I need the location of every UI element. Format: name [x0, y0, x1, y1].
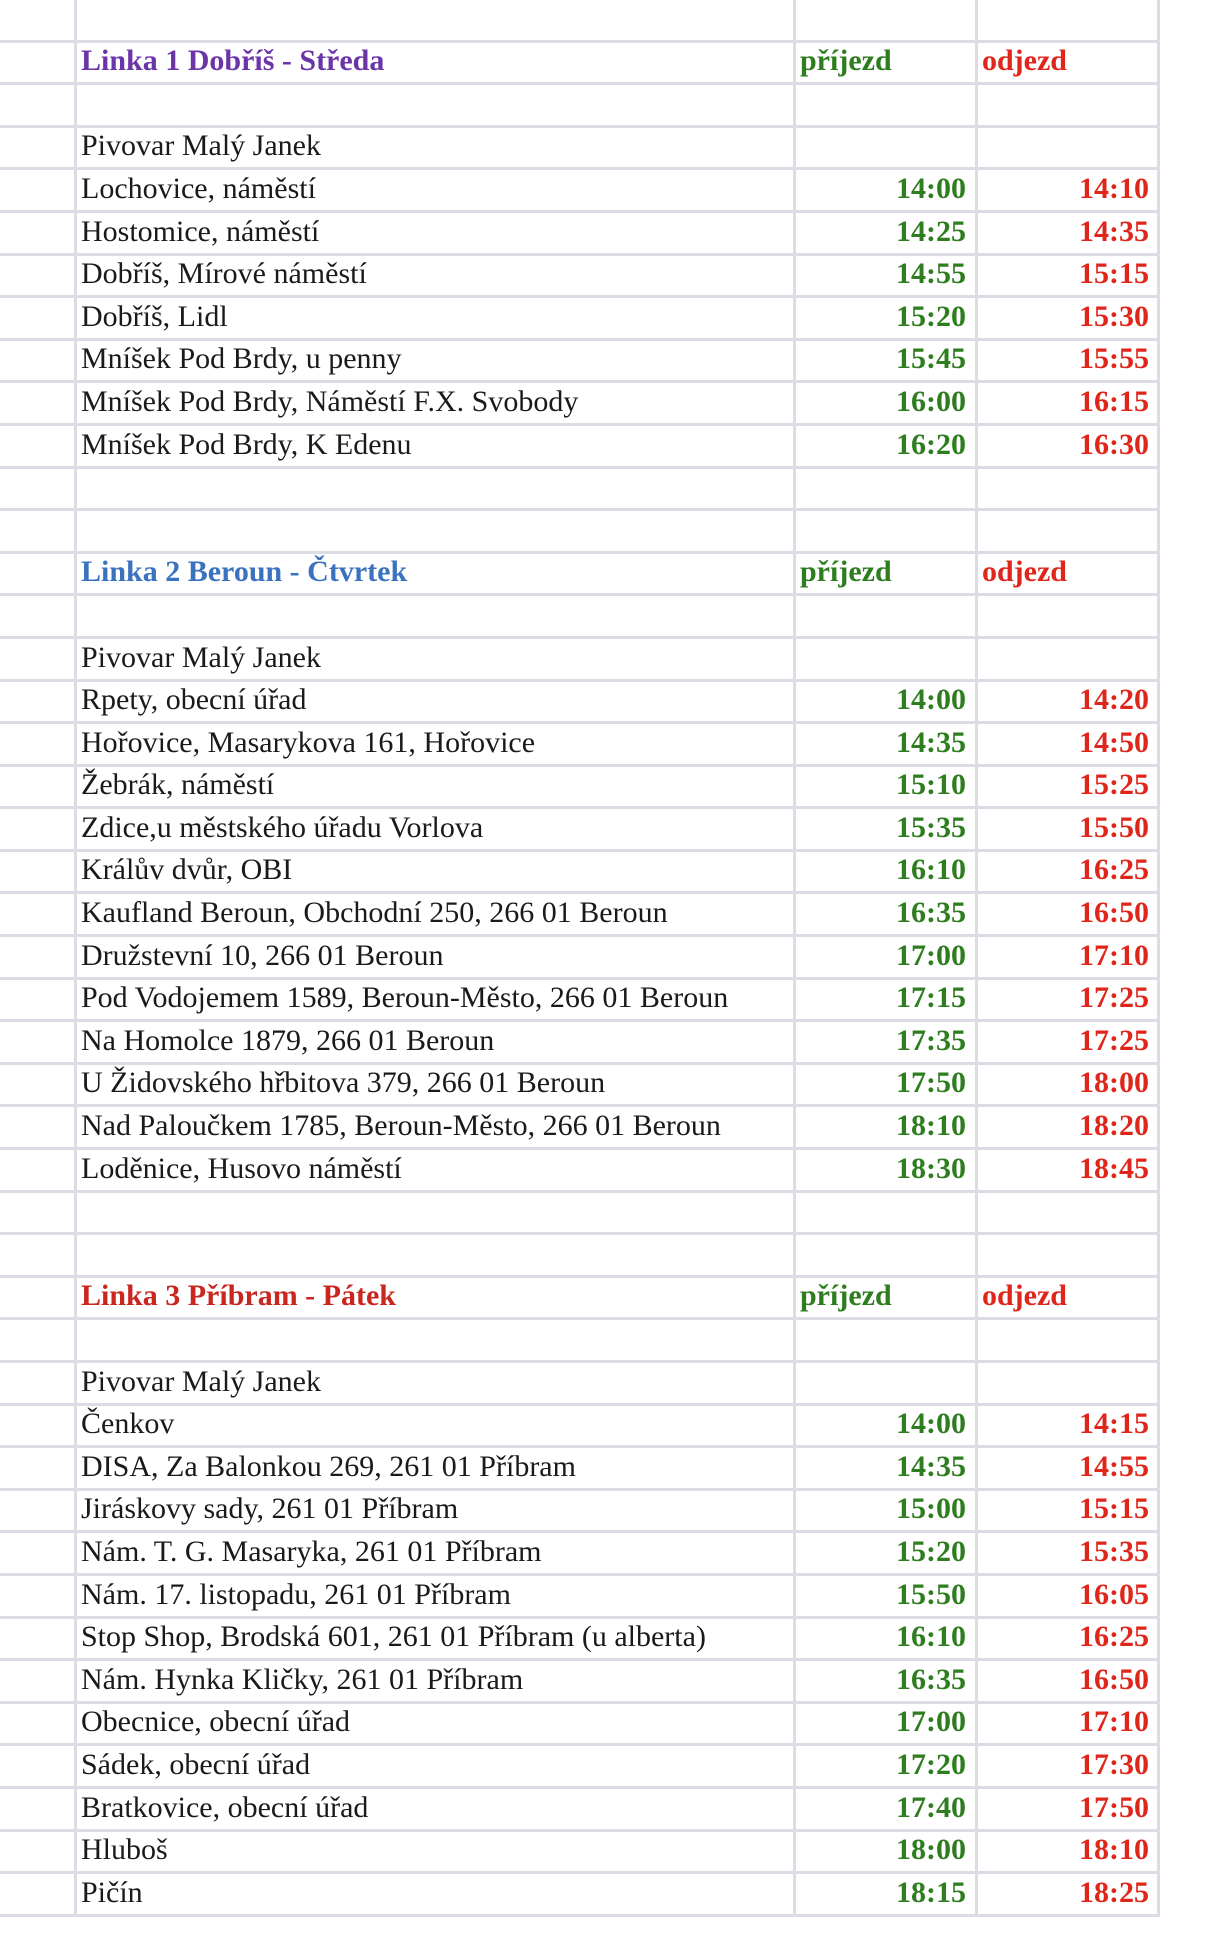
- stop-row: [0, 937, 1230, 980]
- arrival-time: 17:50: [896, 1066, 966, 1100]
- departure-column-header: odjezd: [982, 1279, 1067, 1313]
- arrival-time: 16:10: [896, 853, 966, 887]
- stop-name: Dobříš, Mírové náměstí: [81, 257, 367, 291]
- departure-time: 14:20: [1079, 683, 1149, 717]
- stop-row: [0, 1107, 1230, 1150]
- departure-time: 15:55: [1079, 342, 1149, 376]
- stop-name: Stop Shop, Brodská 601, 261 01 Příbram (u alberta): [81, 1620, 706, 1654]
- arrival-time: 15:00: [896, 1492, 966, 1526]
- stop-name: Nám. Hynka Kličky, 261 01 Příbram: [81, 1662, 524, 1696]
- arrival-time: 17:00: [896, 1705, 966, 1739]
- stop-name: Zdice,u městského úřadu Vorlova: [81, 810, 484, 844]
- arrival-time: 17:35: [896, 1023, 966, 1057]
- stop-name: Loděnice, Husovo náměstí: [81, 1151, 402, 1185]
- departure-time: 15:30: [1079, 299, 1149, 333]
- departure-time: 14:55: [1079, 1449, 1149, 1483]
- arrival-time: 14:00: [896, 171, 966, 205]
- departure-time: [978, 128, 1152, 168]
- stop-row: [0, 256, 1230, 299]
- arrival-time: 17:00: [896, 938, 966, 972]
- stop-row: [0, 298, 1230, 341]
- arrival-time: 15:35: [896, 810, 966, 844]
- departure-time: 16:25: [1079, 1620, 1149, 1654]
- stop-row: [0, 1448, 1230, 1491]
- stop-name: Sádek, obecní úřad: [81, 1747, 311, 1781]
- stop-name: Dobříš, Lidl: [81, 299, 228, 333]
- stop-row: [0, 213, 1230, 256]
- stop-name: U Židovského hřbitova 379, 266 01 Beroun: [81, 1066, 606, 1100]
- spacer-row: [0, 1235, 1230, 1278]
- stop-row: [0, 767, 1230, 810]
- stop-name: Mníšek Pod Brdy, Náměstí F.X. Svobody: [81, 384, 579, 418]
- arrival-time: [796, 639, 969, 679]
- departure-time: 14:10: [1079, 171, 1149, 205]
- stop-name: Pivovar Malý Janek: [81, 1364, 321, 1398]
- departure-time: 16:30: [1079, 427, 1149, 461]
- departure-time: 17:10: [1079, 1705, 1149, 1739]
- arrival-time: 18:30: [896, 1151, 966, 1185]
- stop-row: [0, 1150, 1230, 1193]
- stop-row: [0, 1533, 1230, 1576]
- arrival-time: 17:40: [896, 1790, 966, 1824]
- arrival-time: 15:10: [896, 768, 966, 802]
- line-title: Linka 2 Beroun - Čtvrtek: [81, 555, 408, 589]
- spacer-row: [0, 1193, 1230, 1236]
- arrival-time: 15:45: [896, 342, 966, 376]
- arrival-time: 16:35: [896, 896, 966, 930]
- stop-name: Družstevní 10, 266 01 Beroun: [81, 938, 444, 972]
- spacer-row: [0, 469, 1230, 512]
- stop-name: Čenkov: [81, 1407, 175, 1441]
- arrival-time: 18:10: [896, 1109, 966, 1143]
- departure-column-header: odjezd: [982, 44, 1067, 78]
- departure-time: 16:50: [1079, 1662, 1149, 1696]
- stop-row: [0, 724, 1230, 767]
- stop-name: Hluboš: [81, 1833, 168, 1867]
- arrival-time: 14:35: [896, 725, 966, 759]
- departure-time: [978, 1363, 1152, 1403]
- departure-time: 18:00: [1079, 1066, 1149, 1100]
- stop-row: [0, 1874, 1230, 1917]
- spacer-row: [0, 1320, 1230, 1363]
- stop-row: [0, 1491, 1230, 1534]
- arrival-column-header: příjezd: [800, 1279, 892, 1313]
- line-title: Linka 1 Dobříš - Středa: [81, 44, 385, 78]
- departure-time: 16:05: [1079, 1577, 1149, 1611]
- stop-name: Na Homolce 1879, 266 01 Beroun: [81, 1023, 495, 1057]
- stop-row: [0, 128, 1230, 171]
- stop-row: [0, 1832, 1230, 1875]
- arrival-time: 18:00: [896, 1833, 966, 1867]
- arrival-time: 14:00: [896, 1407, 966, 1441]
- departure-time: 15:15: [1079, 257, 1149, 291]
- departure-time: 17:10: [1079, 938, 1149, 972]
- stop-row: [0, 1704, 1230, 1747]
- stop-name: Mníšek Pod Brdy, K Edenu: [81, 427, 412, 461]
- spacer-row: [0, 511, 1230, 554]
- stop-row: [0, 1406, 1230, 1449]
- departure-time: 18:25: [1079, 1875, 1149, 1909]
- stop-row: [0, 1746, 1230, 1789]
- stop-name: Rpety, obecní úřad: [81, 683, 307, 717]
- stop-name: Nám. 17. listopadu, 261 01 Příbram: [81, 1577, 511, 1611]
- arrival-time: 16:10: [896, 1620, 966, 1654]
- departure-time: 14:35: [1079, 214, 1149, 248]
- stop-name: Mníšek Pod Brdy, u penny: [81, 342, 402, 376]
- arrival-time: 17:20: [896, 1747, 966, 1781]
- arrival-time: 14:00: [896, 683, 966, 717]
- line-header-row: [0, 43, 1230, 86]
- departure-time: 14:50: [1079, 725, 1149, 759]
- stop-name: Pivovar Malý Janek: [81, 640, 321, 674]
- stop-name: Obecnice, obecní úřad: [81, 1705, 351, 1739]
- stop-name: DISA, Za Balonkou 269, 261 01 Příbram: [81, 1449, 576, 1483]
- stop-name: Lochovice, náměstí: [81, 171, 316, 205]
- departure-time: [978, 639, 1152, 679]
- arrival-time: [796, 128, 969, 168]
- departure-time: 17:25: [1079, 981, 1149, 1015]
- stop-name: Pod Vodojemem 1589, Beroun-Město, 266 01 Beroun: [81, 981, 729, 1015]
- departure-time: 17:25: [1079, 1023, 1149, 1057]
- arrival-column-header: příjezd: [800, 555, 892, 589]
- line-title: Linka 3 Příbram - Pátek: [81, 1279, 396, 1313]
- departure-time: 16:15: [1079, 384, 1149, 418]
- arrival-time: 16:00: [896, 384, 966, 418]
- stop-name: Pičín: [81, 1875, 143, 1909]
- departure-time: 17:30: [1079, 1747, 1149, 1781]
- stop-name: Nám. T. G. Masaryka, 261 01 Příbram: [81, 1534, 542, 1568]
- stop-row: [0, 894, 1230, 937]
- stop-name: Hostomice, náměstí: [81, 214, 320, 248]
- stop-row: [0, 639, 1230, 682]
- stop-row: [0, 1661, 1230, 1704]
- stop-row: [0, 426, 1230, 469]
- line-header-row: [0, 554, 1230, 597]
- departure-time: 15:15: [1079, 1492, 1149, 1526]
- stop-row: [0, 1619, 1230, 1662]
- spacer-row: [0, 596, 1230, 639]
- stop-row: [0, 1576, 1230, 1619]
- stop-row: [0, 1065, 1230, 1108]
- departure-time: 15:25: [1079, 768, 1149, 802]
- departure-time: 17:50: [1079, 1790, 1149, 1824]
- departure-time: 15:50: [1079, 810, 1149, 844]
- arrival-time: 15:50: [896, 1577, 966, 1611]
- stop-name: Žebrák, náměstí: [81, 768, 275, 802]
- stop-name: Jiráskovy sady, 261 01 Příbram: [81, 1492, 459, 1526]
- line-header-row: [0, 1278, 1230, 1321]
- arrival-column-header: příjezd: [800, 44, 892, 78]
- departure-time: 16:25: [1079, 853, 1149, 887]
- stop-row: [0, 341, 1230, 384]
- stop-name: Bratkovice, obecní úřad: [81, 1790, 369, 1824]
- stop-row: [0, 980, 1230, 1023]
- arrival-time: 15:20: [896, 299, 966, 333]
- arrival-time: 16:35: [896, 1662, 966, 1696]
- stop-row: [0, 383, 1230, 426]
- departure-time: 15:35: [1079, 1534, 1149, 1568]
- stop-row: [0, 1022, 1230, 1065]
- stop-row: [0, 852, 1230, 895]
- stop-name: Králův dvůr, OBI: [81, 853, 293, 887]
- stop-name: Nad Paloučkem 1785, Beroun-Město, 266 01 Beroun: [81, 1109, 721, 1143]
- arrival-time: 17:15: [896, 981, 966, 1015]
- stop-name: Kaufland Beroun, Obchodní 250, 266 01 Beroun: [81, 896, 668, 930]
- stop-row: [0, 682, 1230, 725]
- stop-row: [0, 1789, 1230, 1832]
- arrival-time: 14:35: [896, 1449, 966, 1483]
- arrival-time: 15:20: [896, 1534, 966, 1568]
- stop-name: Hořovice, Masarykova 161, Hořovice: [81, 725, 536, 759]
- arrival-time: 14:55: [896, 257, 966, 291]
- stop-row: [0, 1363, 1230, 1406]
- arrival-time: [796, 1363, 969, 1403]
- departure-column-header: odjezd: [982, 555, 1067, 589]
- stop-row: [0, 809, 1230, 852]
- departure-time: 16:50: [1079, 896, 1149, 930]
- departure-time: 18:45: [1079, 1151, 1149, 1185]
- stop-name: Pivovar Malý Janek: [81, 129, 321, 163]
- departure-time: 18:10: [1079, 1833, 1149, 1867]
- departure-time: 18:20: [1079, 1109, 1149, 1143]
- spacer-row: [0, 85, 1230, 128]
- spacer-row: [0, 0, 1230, 43]
- arrival-time: 14:25: [896, 214, 966, 248]
- departure-time: 14:15: [1079, 1407, 1149, 1441]
- arrival-time: 18:15: [896, 1875, 966, 1909]
- arrival-time: 16:20: [896, 427, 966, 461]
- stop-row: [0, 170, 1230, 213]
